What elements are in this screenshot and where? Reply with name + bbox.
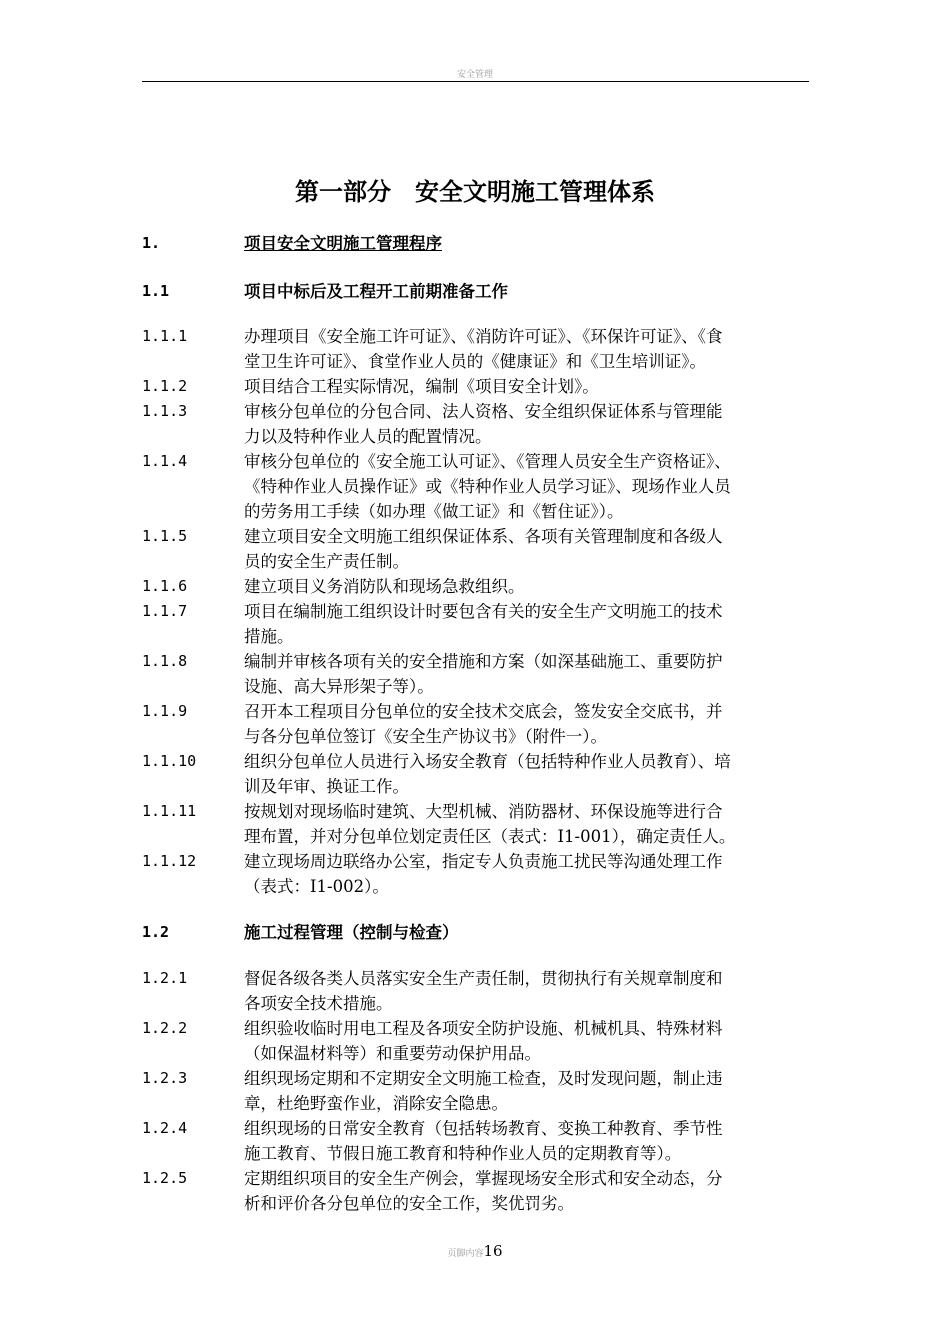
item-text-line: 组织验收临时用电工程及各项安全防护设施、机械机具、特殊材料 <box>244 1019 723 1038</box>
item-text-line: 堂卫生许可证》、食堂作业人员的《健康证》和《卫生培训证》。 <box>244 352 706 371</box>
item-text <box>244 1116 810 1166</box>
header-rule <box>142 81 809 82</box>
item-text <box>244 1016 810 1066</box>
item-text <box>244 966 810 1016</box>
section-title: 项目中标后及工程开工前期准备工作 <box>244 282 508 301</box>
item-number: 1.1.6 <box>142 577 188 595</box>
item-number: 1.2.3 <box>142 1069 188 1087</box>
item-number: 1.1.1 <box>142 327 188 345</box>
item-text-line: 定期组织项目的安全生产例会，掌握现场安全形式和安全动态，分 <box>244 1169 723 1188</box>
section-number: 1.1 <box>142 282 170 300</box>
item-number: 1.1.5 <box>142 527 188 545</box>
item-text <box>244 374 810 399</box>
item-text-line: 编制并审核各项有关的安全措施和方案（如深基础施工、重要防护 <box>244 652 723 671</box>
item-text <box>244 749 810 799</box>
item-number: 1.1.2 <box>142 377 188 395</box>
item-text-line: 组织现场的日常安全教育（包括转场教育、变换工种教育、季节性 <box>244 1119 723 1138</box>
section-number: 1.2 <box>142 923 170 941</box>
item-text <box>244 849 810 899</box>
item-text-line: 建立现场周边联络办公室，指定专人负责施工扰民等沟通处理工作 <box>244 852 723 871</box>
page-number: 16 <box>483 1242 503 1260</box>
item-number: 1.1.8 <box>142 652 188 670</box>
item-text-line: 组织分包单位人员进行入场安全教育（包括特种作业人员教育）、培 <box>244 752 731 771</box>
item-number: 1.2.1 <box>142 969 188 987</box>
item-text-line: 施工教育、节假日施工教育和特种作业人员的定期教育等）。 <box>244 1144 682 1163</box>
item-number: 1.1.10 <box>142 752 197 770</box>
item-number: 1.2.2 <box>142 1019 188 1037</box>
item-number: 1.1.11 <box>142 802 197 820</box>
item-text-line: 召开本工程项目分包单位的安全技术交底会，签发安全交底书，并 <box>244 702 723 721</box>
item-text-line: （如保温材料等）和重要劳动保护用品。 <box>244 1044 541 1063</box>
item-text-line: 办理项目《安全施工许可证》、《消防许可证》、《环保许可证》、《食 <box>244 327 723 346</box>
item-text-line: 审核分包单位的分包合同、法人资格、安全组织保证体系与管理能 <box>244 402 723 421</box>
item-number: 1.1.7 <box>142 602 188 620</box>
item-text-line: 理布置，并对分包单位划定责任区（表式：Ⅰ1-001），确定责任人。 <box>244 827 736 846</box>
page-footer <box>0 1242 950 1260</box>
item-text-line: 按规划对现场临时建筑、大型机械、消防器材、环保设施等进行合 <box>244 802 723 821</box>
item-text <box>244 524 810 574</box>
item-text-line: 的劳务用工手续（如办理《做工证》和《暂住证》）。 <box>244 502 624 521</box>
item-number: 1.2.5 <box>142 1169 188 1187</box>
item-number: 1.1.3 <box>142 402 188 420</box>
item-text <box>244 599 810 649</box>
item-text-line: 员的安全生产责任制。 <box>244 552 409 571</box>
item-text-line: 建立项目义务消防队和现场急救组织。 <box>244 577 525 596</box>
item-text-line: 审核分包单位的《安全施工认可证》、《管理人员安全生产资格证》、 <box>244 452 731 471</box>
item-text-line: 设施、高大异形架子等）。 <box>244 677 434 696</box>
item-number: 1.1.4 <box>142 452 188 470</box>
item-text-line: 力以及特种作业人员的配置情况。 <box>244 427 492 446</box>
item-text-line: 与各分包单位签订《安全生产协议书》（附件一）。 <box>244 727 607 746</box>
item-text <box>244 1166 810 1216</box>
item-text <box>244 574 810 599</box>
item-text-line: 各项安全技术措施。 <box>244 994 393 1013</box>
item-text <box>244 799 810 849</box>
item-text-line: 项目结合工程实际情况，编制《项目安全计划》。 <box>244 377 599 396</box>
item-text <box>244 324 810 374</box>
item-text-line: 析和评价各分包单位的安全工作，奖优罚劣。 <box>244 1194 574 1213</box>
item-text <box>244 399 810 449</box>
page-title: 第一部分 安全文明施工管理体系 <box>295 177 655 206</box>
item-text <box>244 649 810 699</box>
section-number: 1. <box>142 234 161 252</box>
item-number: 1.1.12 <box>142 852 197 870</box>
item-number: 1.1.9 <box>142 702 188 720</box>
item-text-line: （表式：Ⅰ1-002）。 <box>244 877 389 896</box>
item-text <box>244 449 810 524</box>
item-number: 1.2.4 <box>142 1119 188 1137</box>
item-text-line: 措施。 <box>244 627 294 646</box>
item-text-line: 项目在编制施工组织设计时要包含有关的安全生产文明施工的技术 <box>244 602 723 621</box>
header-text: 安全管理 <box>456 70 493 80</box>
item-text-line: 建立项目安全文明施工组织保证体系、各项有关管理制度和各级人 <box>244 527 723 546</box>
item-text-line: 《特种作业人员操作证》或《特种作业人员学习证》、现场作业人员 <box>244 477 731 496</box>
section-title: 项目安全文明施工管理程序 <box>244 234 442 253</box>
item-text-line: 章，杜绝野蛮作业，消除安全隐患。 <box>244 1094 508 1113</box>
footer-label: 页脚内容 <box>447 1249 484 1259</box>
item-text-line: 训及年审、换证工作。 <box>244 777 409 796</box>
item-text-line: 督促各级各类人员落实安全生产责任制，贯彻执行有关规章制度和 <box>244 969 723 988</box>
item-text <box>244 699 810 749</box>
section-title: 施工过程管理（控制与检查） <box>244 923 459 942</box>
item-text <box>244 1066 810 1116</box>
item-text-line: 组织现场定期和不定期安全文明施工检查，及时发现问题，制止违 <box>244 1069 723 1088</box>
